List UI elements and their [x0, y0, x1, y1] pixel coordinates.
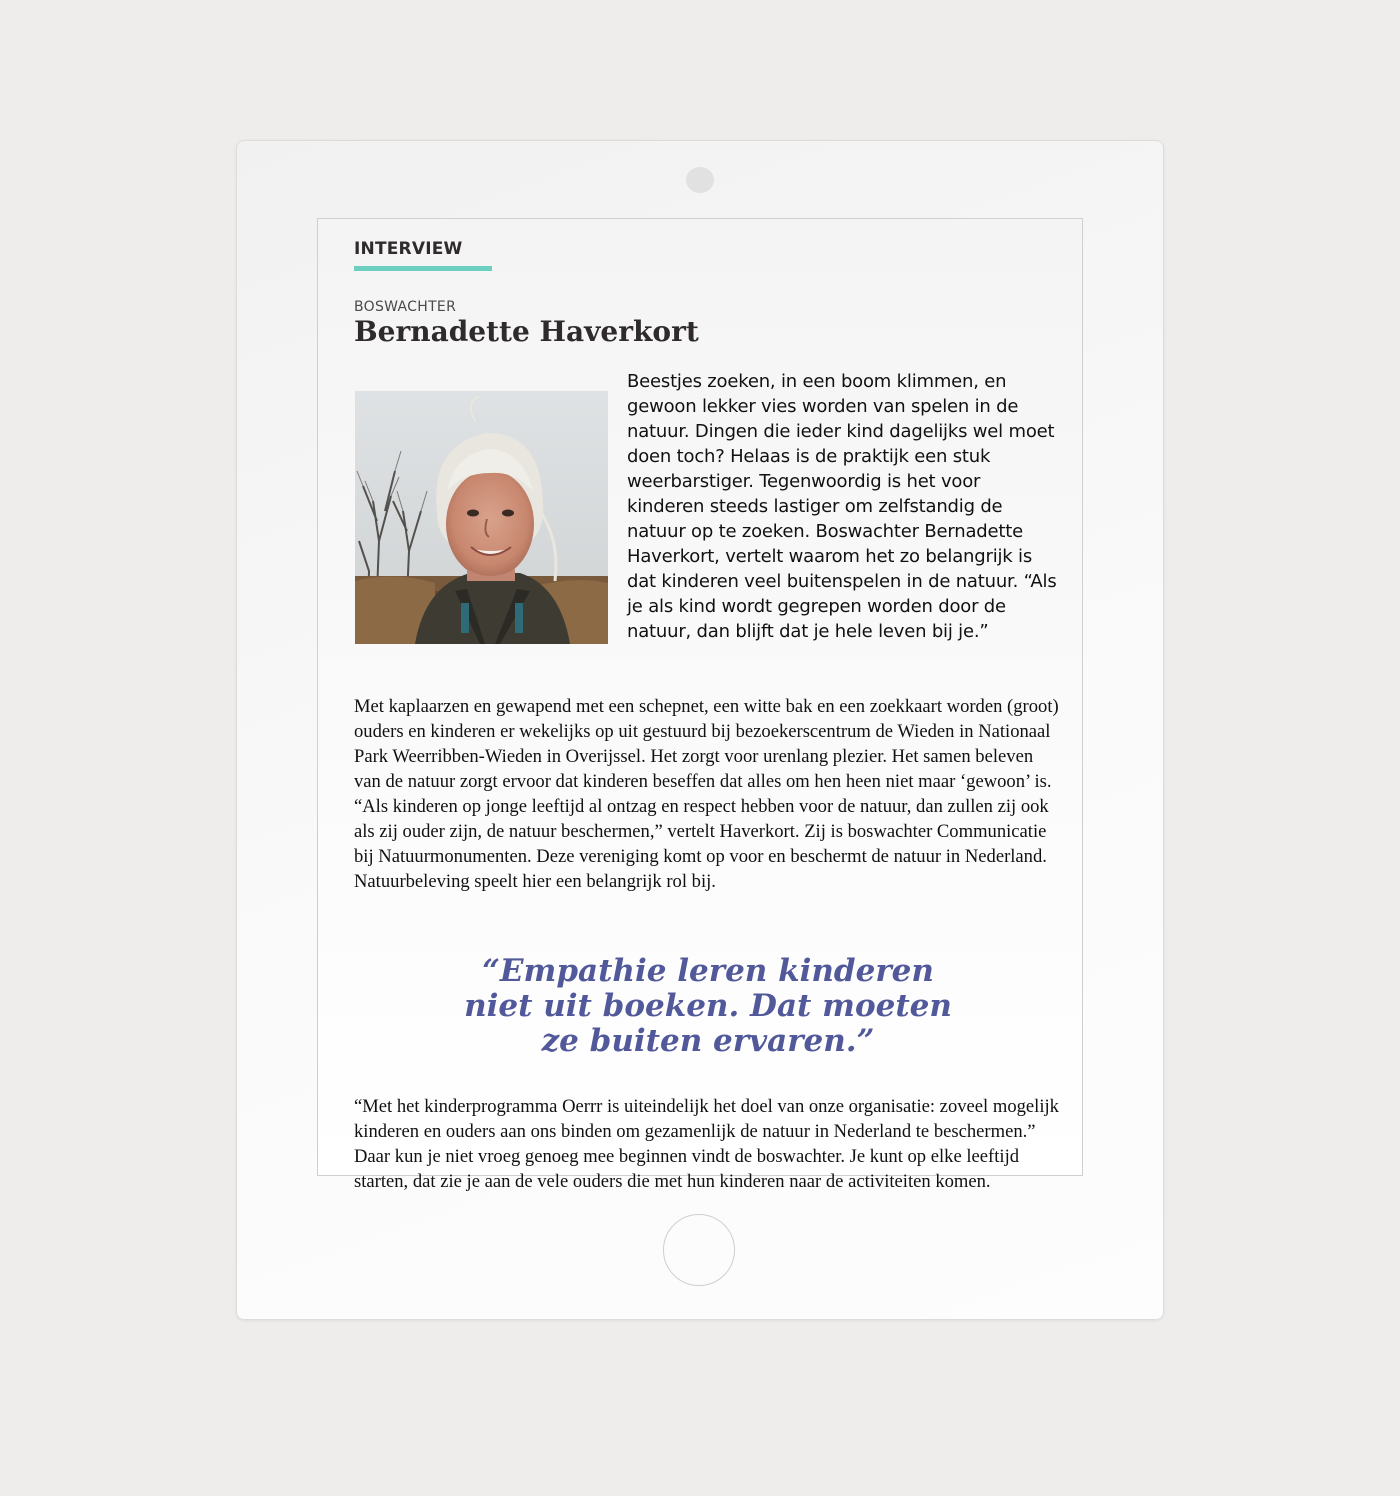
- body-paragraph: Met kaplaarzen en gewapend met een schepnet, een witte bak en een zoekkaart worden (groot) ouders en kinderen er wekelijks op uit gestuurd bij bezoekerscentrum de Wieden in Nationaal Park Weerribben-Wieden in Overijssel. Het zorgt voor urenlang plezier. Het samen beleven van de natuur zorgt ervoor dat kinderen beseffen dat alles om hen heen niet maar ‘gewoon’ is.: [354, 696, 1059, 792]
- body-paragraph: “Met het kinderprogramma Oerrr is uiteindelijk het doel van onze organisatie: zoveel mogelijk kinderen en ouders aan ons binden om gezamenlijk de natuur in Nederland te beschermen.” Daar kun je niet vroeg genoeg mee beginnen vindt de boswachter. Je kunt op elke leeftijd starten, dat zie je aan de vele ouders die met hun kinderen naar de activiteiten komen.: [354, 1096, 1059, 1192]
- pull-quote-line: niet uit boeken. Dat moeten: [464, 988, 952, 1024]
- body-paragraph: “Als kinderen op jonge leeftijd al ontzag en respect hebben voor de natuur, dan zullen zij ook als zij ouder zijn, de natuur beschermen,” vertelt Haverkort. Zij is boswachter Communicatie bij Natuurmonumenten. Deze vereniging komt op voor en beschermt de natuur in Nederland. Natuurbeleving speelt hier een belangrijk rol bij.: [354, 796, 1049, 892]
- home-button[interactable]: [663, 1214, 735, 1286]
- pull-quote-line: “Empathie leren kinderen: [482, 953, 934, 989]
- article-body-continued: [354, 1094, 1062, 1194]
- pull-quote: [354, 954, 1062, 1059]
- camera-icon: [686, 167, 714, 193]
- pull-quote-line: ze buiten ervaren.”: [541, 1023, 875, 1059]
- lead-paragraph: Beestjes zoeken, in een boom klimmen, en gewoon lekker vies worden van spelen in de natuur. Dingen die ieder kind dagelijks wel moet doen toch? Helaas is de praktijk een stuk weerbarstiger. Tegenwoordig is het voor kinderen steeds lastiger om zelfstandig de natuur op te zoeken. Boswachter Bernadette Haverkort, vertelt waarom het zo belangrijk is dat kinderen veel buitenspelen in de natuur. “Als je als kind wordt gegrepen worden door de natuur, dan blijft dat je hele leven bij je.”: [627, 371, 1057, 642]
- section-underline: [354, 266, 492, 271]
- tablet-frame: [236, 140, 1164, 1320]
- portrait-image: [355, 391, 608, 644]
- headline: Bernadette Haverkort: [354, 315, 699, 348]
- kicker: BOSWACHTER: [354, 299, 457, 315]
- portrait-photo: [355, 391, 608, 644]
- tablet-screen[interactable]: [317, 218, 1083, 1192]
- section-label: INTERVIEW: [354, 239, 463, 259]
- article-body: [354, 694, 1062, 894]
